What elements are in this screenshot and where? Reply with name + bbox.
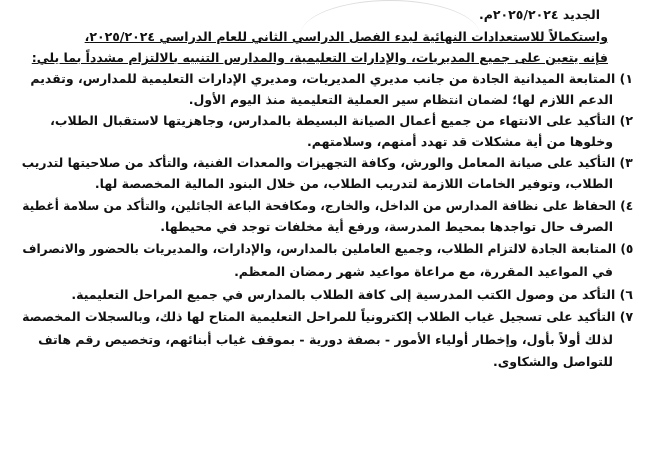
item-4-line-1: ٤) الحفاظ على نظافة المدارس من الداخل، والخارج، ومكافحة الباعة الجائلين، والتأكد من سلامة أغطية (22, 198, 633, 213)
item-7-row-2 (22, 331, 613, 349)
top-line: الجديد ٢٠٢٥/٢٠٢٤م. (478, 7, 600, 22)
heading-instruction-row (22, 49, 608, 67)
item-7-row-3 (22, 353, 613, 371)
heading-intro-row (22, 28, 608, 46)
item-3-row-2 (22, 175, 613, 193)
item-4-row-2 (22, 218, 613, 236)
item-7-row-1 (22, 308, 633, 326)
item-4-row-1 (22, 197, 633, 215)
top-line-row (300, 6, 600, 24)
item-1-row-1 (22, 70, 633, 88)
item-2-row-1 (28, 112, 633, 130)
item-2-row-2 (22, 133, 613, 151)
item-7-line-1: ٧) التأكيد على تسجيل غياب الطلاب إلكترونياً للمراحل التعليمية المتاح لها ذلك، وبالسجلات المخصصة (22, 309, 633, 324)
item-1-row-2 (22, 91, 613, 109)
item-1-line-2: الدعم اللازم لها؛ لضمان انتظام سير العملية التعليمية منذ اليوم الأول. (188, 92, 613, 107)
item-6-line-1: ٦) التأكد من وصول الكتب المدرسية إلى كافة الطلاب بالمدارس في جميع المراحل التعليمية. (71, 287, 633, 302)
item-5-line-2: في المواعيد المقررة، مع مراعاة مواعيد شهر رمضان المعظم. (234, 264, 613, 279)
item-3-line-2: الطلاب، وتوفير الخامات اللازمة لتدريب الطلاب، من خلال البنود المالية المخصصة لها. (94, 176, 613, 191)
item-3-row-1 (22, 154, 633, 172)
item-6-row-1 (22, 286, 633, 304)
item-1-line-1: ١) المتابعة الميدانية الجادة من جانب مديري المديريات، ومديري الإدارات التعليمية للمدارس، وتقديم (30, 71, 633, 86)
item-5-row-1 (22, 240, 633, 258)
item-2-line-2: وخلوها من أية مشكلات قد تهدد أمنهم، وسلامتهم. (307, 134, 613, 149)
item-3-line-1: ٣) التأكيد على صيانة المعامل والورش، وكافة التجهيزات والمعدات الفنية، والتأكد من صلاحيتها لتدريب (22, 155, 633, 170)
item-7-line-2: لذلك أولاً بأول، وإخطار أولياء الأمور - بصفة دورية - بموقف غياب أبنائهم، وتخصيص رقم هاتف (38, 332, 613, 347)
item-5-line-1: ٥) المتابعة الجادة لالتزام الطلاب، وجميع العاملين بالمدارس، والإدارات، والمديريات بالحضور والانصراف (22, 241, 633, 256)
heading-intro: واستكمالاً للاستعدادات النهائية لبدء الفصل الدراسي الثاني للعام الدراسي ٢٠٢٥/٢٠٢٤، (84, 29, 608, 44)
item-4-line-2: الصرف حال تواجدها بمحيط المدرسة، ورفع أية مخلفات توجد في محيطها. (160, 219, 613, 234)
item-5-row-2 (22, 263, 613, 281)
item-7-line-3: للتواصل والشكاوى. (492, 354, 613, 369)
item-2-line-1: ٢) التأكيد على الانتهاء من جميع أعمال الصيانة البسيطة بالمدارس، وجاهزيتها لاستقبال الطلاب، (50, 113, 633, 128)
heading-instruction: فإنه يتعين على جميع المديريات، والإدارات التعليمية، والمدارس التنبيه بالالتزام مشدداً بما يلي: (31, 50, 608, 65)
